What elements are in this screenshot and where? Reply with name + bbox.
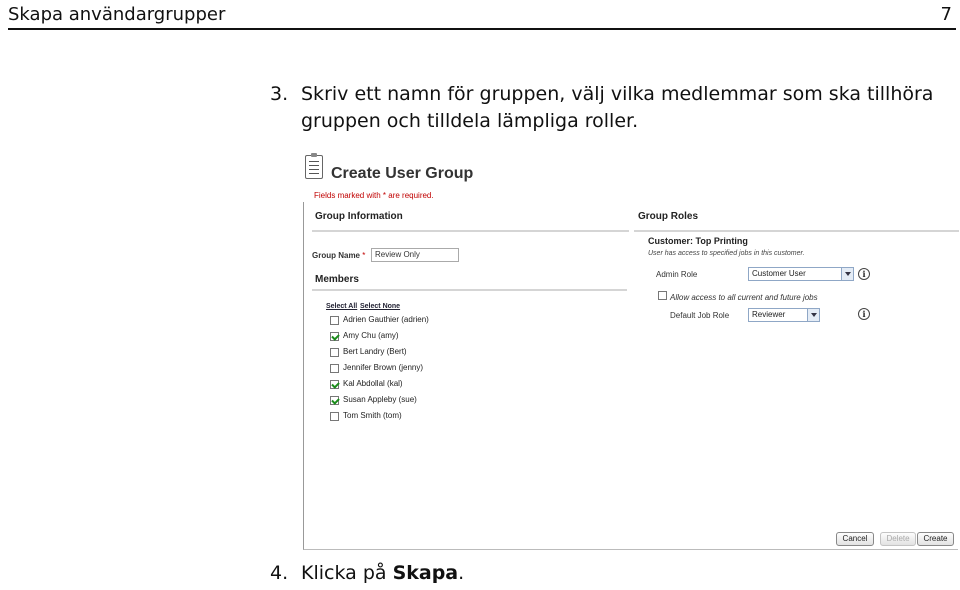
- section-divider: [312, 289, 627, 291]
- member-label: Kal Abdollal (kal): [343, 379, 403, 388]
- member-label: Tom Smith (tom): [343, 411, 402, 420]
- info-icon[interactable]: i: [858, 308, 870, 320]
- group-roles-panel: [634, 202, 959, 502]
- customer-note: User has access to specified jobs in this customer.: [648, 250, 805, 257]
- group-roles-heading: Group Roles: [638, 211, 699, 222]
- member-label: Susan Appleby (sue): [343, 395, 417, 404]
- section-divider: [312, 230, 629, 232]
- select-none-link[interactable]: Select None: [360, 303, 401, 310]
- page-header: [8, 2, 956, 30]
- section-title: Skapa användargrupper: [8, 4, 226, 25]
- chevron-down-icon: [841, 268, 853, 280]
- member-checkbox[interactable]: [330, 412, 339, 421]
- customer-title: Customer: Top Printing: [648, 236, 748, 246]
- required-fields-note: Fields marked with * are required.: [314, 191, 434, 200]
- member-label: Bert Landry (Bert): [343, 347, 407, 356]
- group-roles-header: [634, 202, 959, 236]
- member-checkbox[interactable]: [330, 348, 339, 357]
- member-checkbox[interactable]: [330, 316, 339, 325]
- admin-role-select[interactable]: [748, 267, 854, 281]
- chevron-down-icon: [807, 309, 819, 321]
- create-button[interactable]: Create: [917, 532, 954, 546]
- dialog-title: Create User Group: [331, 165, 474, 182]
- member-checkbox[interactable]: [330, 364, 339, 373]
- member-label: Jennifer Brown (jenny): [343, 363, 424, 372]
- create-action-name: Skapa: [392, 562, 459, 584]
- member-label: Amy Chu (amy): [343, 331, 399, 340]
- group-name-input[interactable]: Review Only: [371, 248, 459, 262]
- select-all-link[interactable]: Select All: [326, 303, 358, 310]
- delete-button[interactable]: Delete: [880, 532, 916, 546]
- page-number: 7: [940, 4, 952, 25]
- default-job-role-label: Default Job Role: [670, 311, 730, 320]
- step-number: 4.: [270, 562, 289, 584]
- step-text: [301, 560, 951, 587]
- required-marker: *: [362, 251, 366, 260]
- default-job-role-value: Reviewer: [752, 310, 786, 319]
- group-information-header: [304, 202, 629, 236]
- members-heading: Members: [315, 274, 359, 285]
- member-checkbox[interactable]: [330, 380, 339, 389]
- document-list-icon: [305, 155, 323, 179]
- info-icon[interactable]: i: [858, 268, 870, 280]
- member-label: Adrien Gauthier (adrien): [343, 315, 429, 324]
- step-text-after: .: [458, 562, 465, 584]
- admin-role-label: Admin Role: [656, 270, 698, 279]
- member-checkbox[interactable]: [330, 332, 339, 341]
- step-text-before: Klicka på: [301, 562, 393, 584]
- cancel-button[interactable]: Cancel: [836, 532, 874, 546]
- create-user-group-screenshot: [303, 153, 958, 550]
- group-information-heading: Group Information: [315, 211, 403, 222]
- admin-role-value: Customer User: [752, 269, 806, 278]
- member-checkbox[interactable]: [330, 396, 339, 405]
- default-job-role-select[interactable]: [748, 308, 820, 322]
- step-number: 3.: [270, 83, 289, 105]
- allow-access-checkbox[interactable]: [658, 291, 667, 300]
- allow-access-label: Allow access to all current and future jobs: [670, 293, 818, 302]
- group-information-panel: [304, 202, 629, 502]
- dialog-titlebar: [303, 153, 603, 189]
- group-name-label-text: Group Name: [312, 251, 361, 260]
- group-name-label: [312, 251, 365, 260]
- dialog-body: [303, 202, 958, 550]
- step-text: Skriv ett namn för gruppen, välj vilka medlemmar som ska tillhöra gruppen och tilldela lämpliga roller.: [301, 83, 934, 132]
- section-divider: [634, 230, 959, 232]
